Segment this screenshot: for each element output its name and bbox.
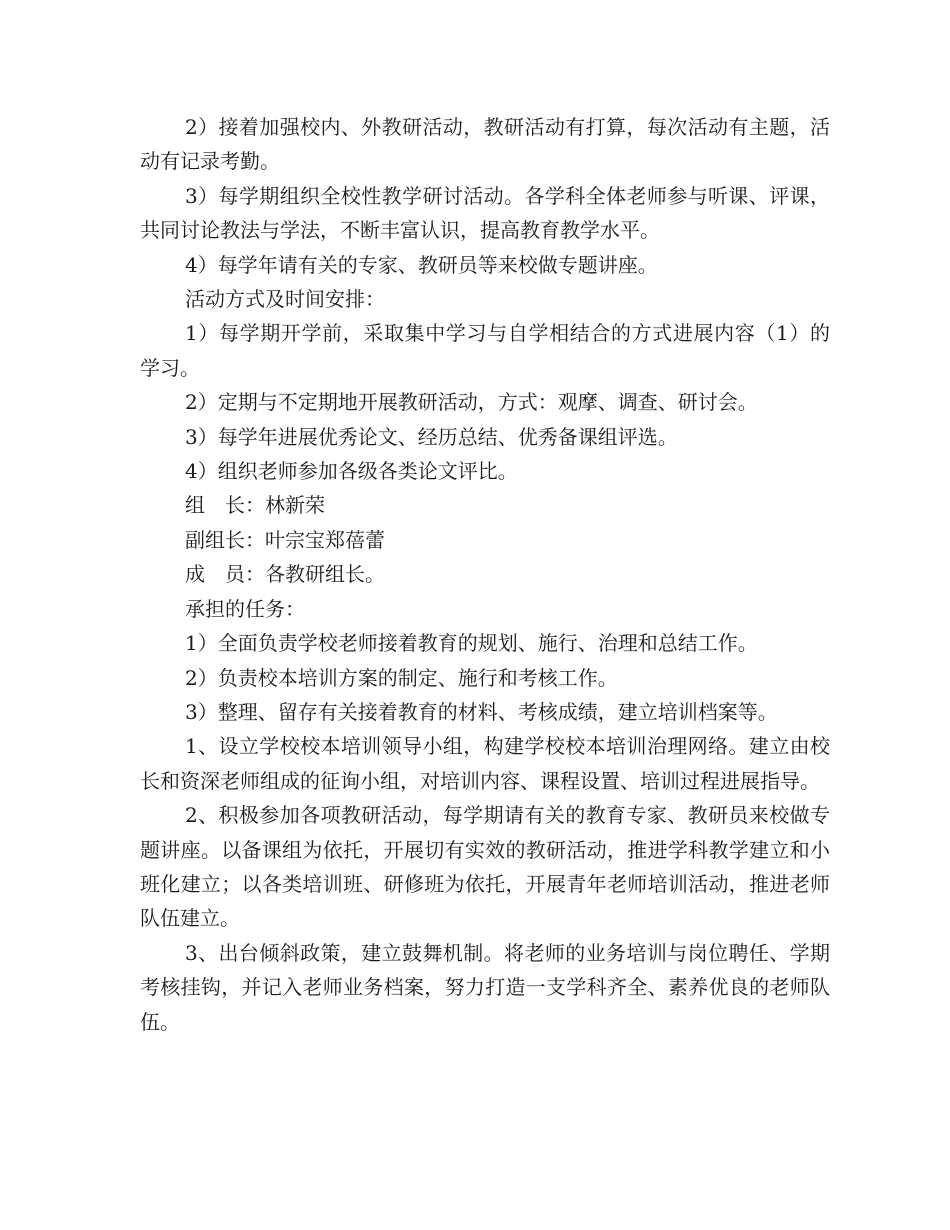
paragraph: 2、积极参加各项教研活动，每学期请有关的教育专家、教研员来校做专题讲座。以备课组为依托，开展切有实效的教研活动，推进学科教学建立和小班化建立；以各类培训班、研修班为依托，开展青年老师培训活动，推进老师队伍建立。 xyxy=(140,803,830,931)
members-line: 成 员：各教研组长。 xyxy=(185,562,385,587)
paragraph: 2）接着加强校内、外教研活动，教研活动有打算，每次活动有主题，活动有记录考勤。 xyxy=(140,115,830,174)
section-heading: 活动方式及时间安排： xyxy=(185,287,385,312)
section-heading: 承担的任务： xyxy=(185,596,305,621)
paragraph: 3）每学年进展优秀论文、经历总结、优秀备课组评选。 xyxy=(185,424,678,449)
paragraph: 2）定期与不定期地开展教研活动，方式：观摩、调查、研讨会。 xyxy=(185,390,758,415)
document-body xyxy=(140,110,830,1039)
paragraph: 2）负责校本培训方案的制定、施行和考核工作。 xyxy=(185,665,618,690)
paragraph: 3）每学期组织全校性教学研讨活动。各学科全体老师参与听课、评课，共同讨论教法与学法，不断丰富认识，提高教育教学水平。 xyxy=(140,183,830,243)
deputy-leader-line: 副组长：叶宗宝郑蓓蕾 xyxy=(185,527,385,552)
paragraph: 4）组织老师参加各级各类论文评比。 xyxy=(185,459,518,484)
paragraph: 3、出台倾斜政策，建立鼓舞机制。将老师的业务培训与岗位聘任、学期考核挂钩，并记入老师业务档案，努力打造一支学科齐全、素养优良的老师队伍。 xyxy=(140,940,830,1034)
paragraph: 4）每学年请有关的专家、教研员等来校做专题讲座。 xyxy=(185,252,658,277)
paragraph: 3）整理、留存有关接着教育的材料、考核成绩，建立培训档案等。 xyxy=(185,699,778,724)
group-leader-line: 组 长：林新荣 xyxy=(185,493,325,518)
paragraph: 1、设立学校校本培训领导小组，构建学校校本培训治理网络。建立由校长和资深老师组成的征询小组，对培训内容、课程设置、培训过程进展指导。 xyxy=(140,734,830,793)
paragraph: 1）每学期开学前，采取集中学习与自学相结合的方式进展内容（1）的学习。 xyxy=(140,321,830,380)
paragraph: 1）全面负责学校老师接着教育的规划、施行、治理和总结工作。 xyxy=(185,631,758,656)
